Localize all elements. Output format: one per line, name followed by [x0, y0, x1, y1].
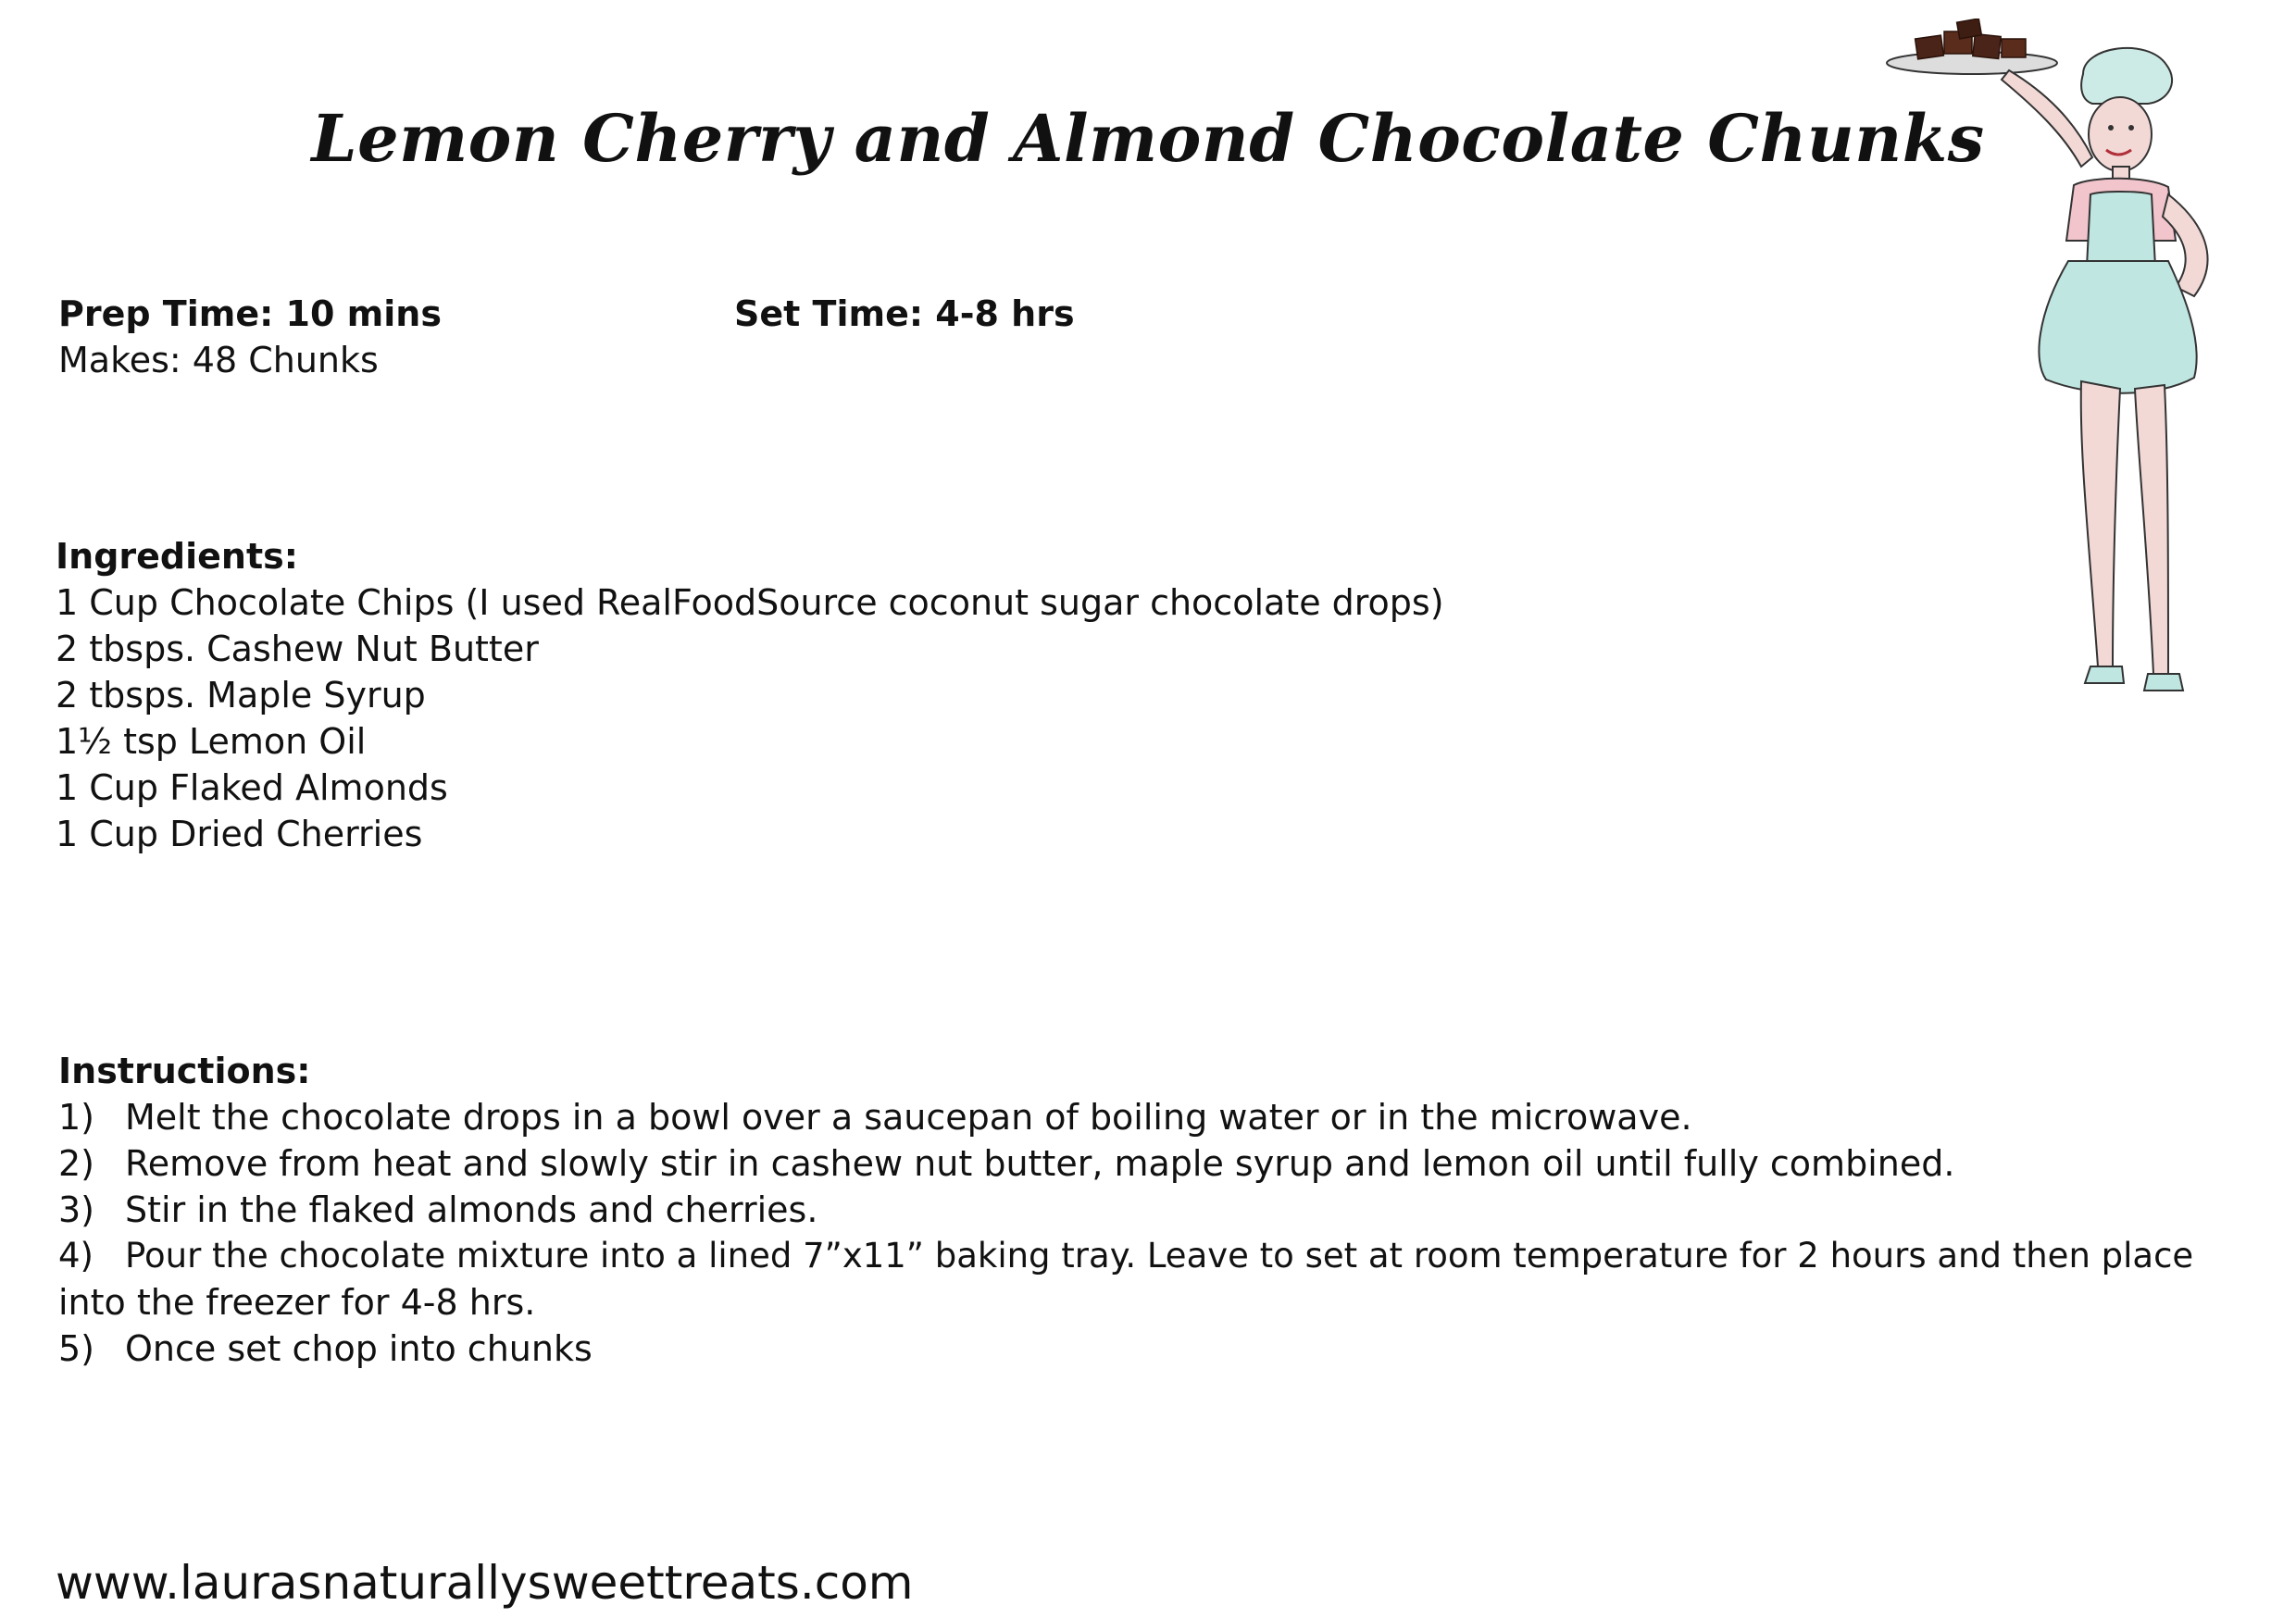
- instruction-step: [58, 1094, 1692, 1140]
- ingredient-item: 1 Cup Chocolate Chips (I used RealFoodSource coconut sugar chocolate drops): [56, 582, 1444, 623]
- step-number: 1): [58, 1097, 95, 1138]
- step-text: Melt the chocolate drops in a bowl over a saucepan of boiling water or in the microwave.: [125, 1097, 1692, 1138]
- instruction-step: [58, 1187, 817, 1233]
- ingredient-item: 1 Cup Flaked Almonds: [56, 767, 448, 808]
- step-number: 2): [58, 1143, 95, 1184]
- website-url: www.laurasnaturallysweettreats.com: [56, 1556, 914, 1610]
- step-number: 4): [58, 1236, 94, 1276]
- instructions-heading: Instructions:: [58, 1051, 311, 1091]
- step-text: Remove from heat and slowly stir in cashew nut butter, maple syrup and lemon oil until fully combined.: [125, 1143, 1955, 1184]
- step-text: Stir in the flaked almonds and cherries.: [125, 1189, 818, 1230]
- chef-woman-illustration-icon: [1870, 19, 2277, 722]
- recipe-title: Lemon Cherry and Almond Chocolate Chunks: [311, 100, 1985, 177]
- instruction-step: [58, 1326, 593, 1372]
- step-text: Pour the chocolate mixture into a lined 7”x11” baking tray. Leave to set at room temperature for 2 hours and then place: [125, 1236, 2194, 1276]
- step-number: 3): [58, 1189, 95, 1230]
- ingredient-item: 2 tbsps. Cashew Nut Butter: [56, 629, 539, 669]
- ingredient-item: 2 tbsps. Maple Syrup: [56, 675, 426, 716]
- step-text: Once set chop into chunks: [125, 1328, 593, 1369]
- ingredients-heading: Ingredients:: [56, 536, 298, 577]
- step-number: 5): [58, 1328, 95, 1369]
- ingredient-item: 1 Cup Dried Cherries: [56, 814, 423, 854]
- instruction-step: [58, 1140, 1954, 1187]
- instruction-step-continuation: into the freezer for 4-8 hrs.: [58, 1282, 536, 1323]
- instruction-step: [58, 1233, 2193, 1279]
- chocolate-tray-icon: [1887, 19, 2057, 74]
- makes: Makes: 48 Chunks: [58, 340, 379, 380]
- prep-time: Prep Time: 10 mins: [58, 293, 442, 334]
- set-time: Set Time: 4-8 hrs: [734, 293, 1075, 334]
- ingredient-item: 1½ tsp Lemon Oil: [56, 721, 367, 762]
